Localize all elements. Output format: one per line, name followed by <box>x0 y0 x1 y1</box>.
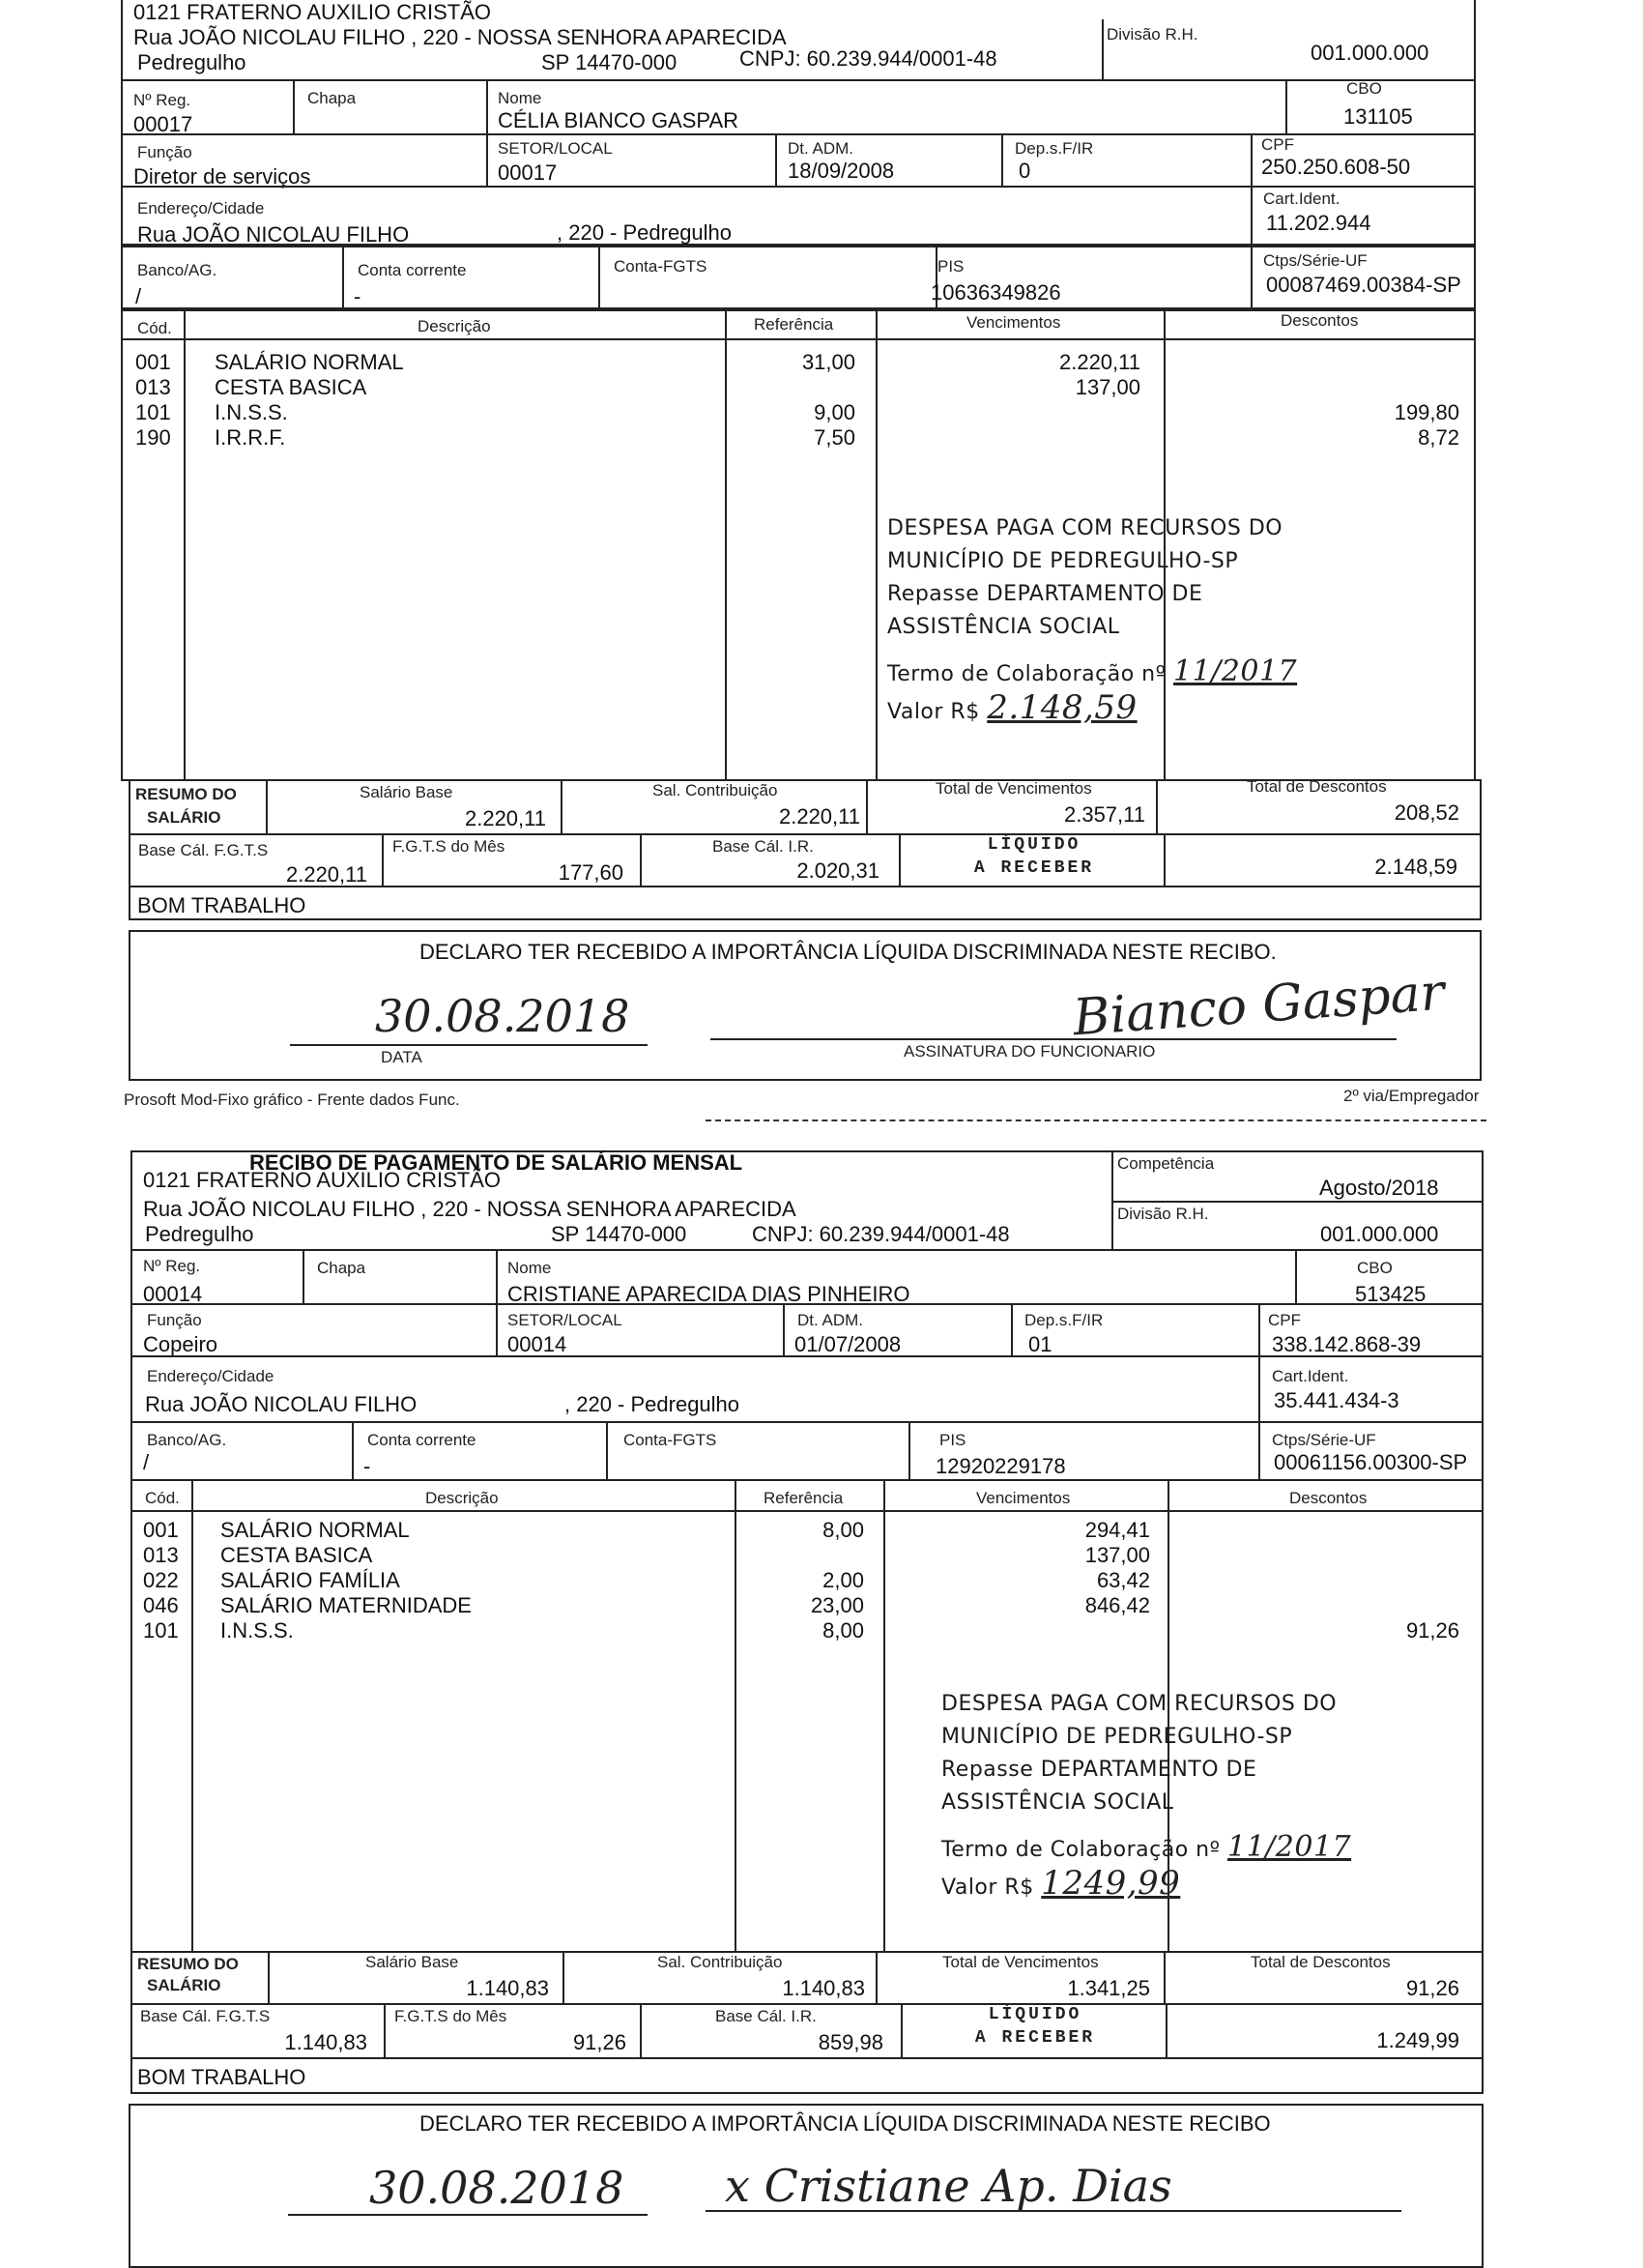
setor-label-2: SETOR/LOCAL <box>507 1311 622 1329</box>
cpf-label: CPF <box>1261 135 1294 154</box>
item-code: 001 <box>143 1518 179 1542</box>
valor-handwritten: 2.148,59 <box>987 688 1138 727</box>
cbo-value: 131105 <box>1343 104 1413 129</box>
liquido-label-2-2: A RECEBER <box>974 2028 1096 2048</box>
reg-value: 00017 <box>133 112 193 136</box>
sal-base-label: Salário Base <box>360 783 453 801</box>
item-deduction: 8,72 <box>1418 425 1459 450</box>
pis-label: PIS <box>937 257 965 276</box>
company-city: Pedregulho <box>137 50 246 74</box>
resumo-label-1-2: RESUMO DO <box>137 1955 239 1973</box>
signature-handwritten: Bianco Gaspar <box>1071 963 1447 1048</box>
footer-left: Prosoft Mod-Fixo gráfico - Frente dados Func. <box>124 1090 460 1109</box>
col-descricao-2: Descrição <box>425 1489 499 1507</box>
col-vencimentos-2: Vencimentos <box>976 1489 1071 1507</box>
fgts-mes-value-2: 91,26 <box>572 2030 626 2054</box>
company-cnpj: CNPJ: 60.239.944/0001-48 <box>739 46 997 71</box>
company-cnpj-2: CNPJ: 60.239.944/0001-48 <box>752 1222 1010 1246</box>
total-venc-label: Total de Vencimentos <box>936 779 1092 798</box>
divisao-value: 001.000.000 <box>1311 41 1429 65</box>
company-name: 0121 FRATERNO AUXILIO CRISTÃO <box>133 0 492 24</box>
base-fgts-value: 2.220,11 <box>285 862 367 887</box>
sal-contrib-label: Sal. Contribuição <box>652 781 778 800</box>
reg-label: Nº Reg. <box>133 91 191 109</box>
termo-handwritten-2: 11/2017 <box>1226 1830 1352 1864</box>
base-ir-value: 2.020,31 <box>796 858 879 883</box>
nome-value-2: CRISTIANE APARECIDA DIAS PINHEIRO <box>507 1282 910 1306</box>
cpf-value: 250.250.608-50 <box>1261 155 1411 179</box>
sal-contrib-value: 2.220,11 <box>778 804 860 829</box>
dep-label: Dep.s.F/IR <box>1015 139 1094 158</box>
item-earnings: 137,00 <box>1084 1543 1150 1567</box>
item-deduction: 91,26 <box>1405 1618 1459 1643</box>
resumo-label-2-2: SALÁRIO <box>147 1976 221 1994</box>
adm-value-2: 01/07/2008 <box>794 1332 902 1356</box>
footer-right: 2º via/Empregador <box>1343 1087 1480 1105</box>
setor-value: 00017 <box>498 160 558 185</box>
endereco-rua: Rua JOÃO NICOLAU FILHO <box>137 222 410 247</box>
setor-value-2: 00014 <box>507 1332 567 1356</box>
total-desc-value: 208,52 <box>1394 800 1459 825</box>
item-code: 022 <box>143 1568 179 1592</box>
item-code: 101 <box>135 400 171 424</box>
col-vencimentos: Vencimentos <box>966 313 1061 332</box>
item-code: 190 <box>135 425 171 450</box>
base-ir-value-2: 859,98 <box>818 2030 883 2054</box>
total-desc-value-2: 91,26 <box>1405 1976 1459 2000</box>
declaration-text: DECLARO TER RECEBIDO A IMPORTÂNCIA LÍQUIDA DISCRIMINADA NESTE RECIBO. <box>419 940 1277 964</box>
base-ir-label: Base Cál. I.R. <box>712 837 814 856</box>
col-descricao: Descrição <box>418 317 491 335</box>
item-deduction: 199,80 <box>1394 400 1459 424</box>
item-reference: 23,00 <box>810 1593 864 1617</box>
nome-value: CÉLIA BIANCO GASPAR <box>498 108 739 132</box>
banco-value: / <box>135 284 142 308</box>
endereco-label: Endereço/Cidade <box>137 199 265 218</box>
company-city-2: Pedregulho <box>145 1222 254 1246</box>
base-ir-label-2: Base Cál. I.R. <box>715 2007 817 2025</box>
cbo-value-2: 513425 <box>1355 1282 1427 1306</box>
item-description: SALÁRIO MATERNIDADE <box>220 1593 472 1617</box>
fgts-label-2: Conta-FGTS <box>623 1431 717 1449</box>
endereco-rua-2: Rua JOÃO NICOLAU FILHO <box>145 1392 418 1416</box>
date-handwritten-2: 30.08.2018 <box>369 2162 624 2214</box>
banco-value-2: / <box>143 1450 150 1474</box>
conta-value-2: - <box>363 1454 371 1478</box>
setor-label: SETOR/LOCAL <box>498 139 613 158</box>
cbo-label-2: CBO <box>1357 1259 1393 1277</box>
item-earnings: 294,41 <box>1084 1518 1150 1542</box>
item-code: 001 <box>135 350 171 374</box>
item-earnings: 2.220,11 <box>1058 350 1140 374</box>
ctps-label-2: Ctps/Série-UF <box>1272 1431 1376 1449</box>
nome-label: Nome <box>498 89 542 107</box>
funcao-label-2: Função <box>147 1311 202 1329</box>
cut-line <box>706 1119 1486 1121</box>
dep-value-2: 01 <box>1028 1332 1052 1356</box>
date-handwritten: 30.08.2018 <box>375 990 630 1042</box>
company-cep-2: SP 14470-000 <box>551 1222 687 1246</box>
resumo-label-2: SALÁRIO <box>147 808 221 827</box>
total-venc-value: 2.357,11 <box>1063 802 1145 827</box>
reg-value-2: 00014 <box>143 1282 203 1306</box>
sal-base-value: 2.220,11 <box>464 806 546 830</box>
item-reference: 2,00 <box>822 1568 864 1592</box>
liquido-value: 2.148,59 <box>1374 855 1457 879</box>
liquido-value-2: 1.249,99 <box>1376 2028 1459 2052</box>
conta-value: - <box>354 284 361 308</box>
item-code: 046 <box>143 1593 179 1617</box>
company-cep: SP 14470-000 <box>541 50 677 74</box>
termo-handwritten: 11/2017 <box>1172 654 1298 688</box>
sal-contrib-value-2: 1.140,83 <box>782 1976 865 2000</box>
fgts-mes-label-2: F.G.T.S do Mês <box>394 2007 507 2025</box>
competencia-label: Competência <box>1117 1154 1215 1173</box>
company-address: Rua JOÃO NICOLAU FILHO , 220 - NOSSA SENHORA APARECIDA <box>133 25 787 49</box>
sal-contrib-label-2: Sal. Contribuição <box>657 1953 783 1971</box>
mensagem-2: BOM TRABALHO <box>137 2065 306 2089</box>
total-venc-value-2: 1.341,25 <box>1067 1976 1150 2000</box>
cart-label-2: Cart.Ident. <box>1272 1367 1349 1385</box>
item-description: I.N.S.S. <box>220 1618 294 1643</box>
company-name-2: 0121 FRATERNO AUXILIO CRISTÃO <box>143 1168 502 1192</box>
data-label: DATA <box>381 1048 422 1066</box>
receipt-title: RECIBO DE PAGAMENTO DE SALÁRIO MENSAL <box>249 1150 743 1175</box>
cpf-label-2: CPF <box>1268 1311 1301 1329</box>
total-desc-label-2: Total de Descontos <box>1251 1953 1391 1971</box>
conta-label-2: Conta corrente <box>367 1431 476 1449</box>
ctps-value: 00087469.00384-SP <box>1266 273 1461 297</box>
company-address-2: Rua JOÃO NICOLAU FILHO , 220 - NOSSA SENHORA APARECIDA <box>143 1197 796 1221</box>
sal-base-label-2: Salário Base <box>365 1953 459 1971</box>
ctps-label: Ctps/Série-UF <box>1263 251 1368 270</box>
funcao-value-2: Copeiro <box>143 1332 218 1356</box>
mensagem: BOM TRABALHO <box>137 893 306 917</box>
endereco-label-2: Endereço/Cidade <box>147 1367 274 1385</box>
fgts-label: Conta-FGTS <box>614 257 707 276</box>
pis-label-2: PIS <box>939 1431 966 1449</box>
item-code: 101 <box>143 1618 179 1643</box>
col-descontos-2: Descontos <box>1289 1489 1368 1507</box>
conta-label: Conta corrente <box>358 261 467 279</box>
nome-label-2: Nome <box>507 1259 552 1277</box>
chapa-label-2: Chapa <box>317 1259 366 1277</box>
fgts-mes-value: 177,60 <box>558 860 623 885</box>
funcao-value: Diretor de serviços <box>133 164 311 189</box>
dep-value: 0 <box>1019 159 1031 183</box>
item-description: I.N.S.S. <box>215 400 288 424</box>
cpf-value-2: 338.142.868-39 <box>1272 1332 1422 1356</box>
cart-value-2: 35.441.434-3 <box>1274 1388 1399 1412</box>
item-earnings: 63,42 <box>1096 1568 1150 1592</box>
adm-label: Dt. ADM. <box>788 139 854 158</box>
item-description: I.R.R.F. <box>215 425 286 450</box>
col-referencia: Referência <box>754 315 834 334</box>
valor-handwritten-2: 1249,99 <box>1041 1864 1181 1903</box>
liquido-label-2: A RECEBER <box>973 858 1095 878</box>
fgts-mes-label: F.G.T.S do Mês <box>392 837 505 856</box>
base-fgts-value-2: 1.140,83 <box>284 2030 367 2054</box>
item-reference: 8,00 <box>822 1618 864 1643</box>
pis-value-2: 12920229178 <box>936 1454 1066 1478</box>
competencia-value: Agosto/2018 <box>1319 1176 1439 1200</box>
dep-label-2: Dep.s.F/IR <box>1024 1311 1104 1329</box>
total-venc-label-2: Total de Vencimentos <box>942 1953 1099 1971</box>
adm-value: 18/09/2008 <box>788 159 895 183</box>
assinatura-label: ASSINATURA DO FUNCIONARIO <box>904 1042 1156 1061</box>
base-fgts-label-2: Base Cál. F.G.T.S <box>140 2007 271 2025</box>
resumo-label-1: RESUMO DO <box>135 785 237 803</box>
declaration-text-2: DECLARO TER RECEBIDO A IMPORTÂNCIA LÍQUIDA DISCRIMINADA NESTE RECIBO <box>419 2111 1271 2136</box>
cart-label: Cart.Ident. <box>1263 189 1340 208</box>
item-code: 013 <box>135 375 171 399</box>
endereco-numero-2: , 220 - Pedregulho <box>564 1392 740 1416</box>
item-code: 013 <box>143 1543 179 1567</box>
base-fgts-label: Base Cál. F.G.T.S <box>138 841 269 859</box>
pis-value: 10636349826 <box>931 280 1061 305</box>
cart-value: 11.202.944 <box>1266 211 1371 235</box>
divisao-label: Divisão R.H. <box>1107 25 1198 44</box>
banco-label: Banco/AG. <box>137 261 217 279</box>
item-earnings: 846,42 <box>1084 1593 1150 1617</box>
total-desc-label: Total de Descontos <box>1247 777 1387 796</box>
col-descontos: Descontos <box>1281 311 1359 330</box>
item-earnings: 137,00 <box>1075 375 1140 399</box>
item-reference: 31,00 <box>801 350 855 374</box>
expense-stamp: DESPESA PAGA COM RECURSOS DO MUNICÍPIO DE PEDREGULHO-SP Repasse DEPARTAMENTO DE ASSISTÊNCIA SOCIAL Termo de Colaboração nº 11/2017 Valor R$ 2.148,59 <box>887 516 1298 727</box>
expense-stamp-2: DESPESA PAGA COM RECURSOS DO MUNICÍPIO DE PEDREGULHO-SP Repasse DEPARTAMENTO DE ASSISTÊNCIA SOCIAL Termo de Colaboração nº 11/2017 Valor R$ 1249,99 <box>941 1692 1352 1903</box>
divisao-value-2: 001.000.000 <box>1320 1222 1439 1246</box>
item-reference: 7,50 <box>814 425 855 450</box>
item-description: CESTA BASICA <box>215 375 367 399</box>
reg-label-2: Nº Reg. <box>143 1257 201 1275</box>
col-cod: Cód. <box>137 319 172 337</box>
chapa-label: Chapa <box>307 89 357 107</box>
col-referencia-2: Referência <box>764 1489 844 1507</box>
ctps-value-2: 00061156.00300-SP <box>1274 1450 1468 1474</box>
sal-base-value-2: 1.140,83 <box>466 1976 549 2000</box>
adm-label-2: Dt. ADM. <box>797 1311 864 1329</box>
funcao-label: Função <box>137 143 192 161</box>
item-description: SALÁRIO FAMÍLIA <box>220 1568 400 1592</box>
item-description: SALÁRIO NORMAL <box>220 1518 410 1542</box>
liquido-label-1: LÍQUIDO <box>987 835 1081 855</box>
banco-label-2: Banco/AG. <box>147 1431 227 1449</box>
endereco-numero: , 220 - Pedregulho <box>557 220 733 245</box>
item-reference: 9,00 <box>814 400 855 424</box>
liquido-label-1-2: LÍQUIDO <box>988 2005 1082 2024</box>
cbo-label: CBO <box>1346 79 1382 98</box>
col-cod-2: Cód. <box>145 1489 180 1507</box>
signature-handwritten-2: x Cristiane Ap. Dias <box>725 2160 1172 2212</box>
item-reference: 8,00 <box>822 1518 864 1542</box>
divisao-label-2: Divisão R.H. <box>1117 1205 1209 1223</box>
item-description: SALÁRIO NORMAL <box>215 350 404 374</box>
item-description: CESTA BASICA <box>220 1543 373 1567</box>
